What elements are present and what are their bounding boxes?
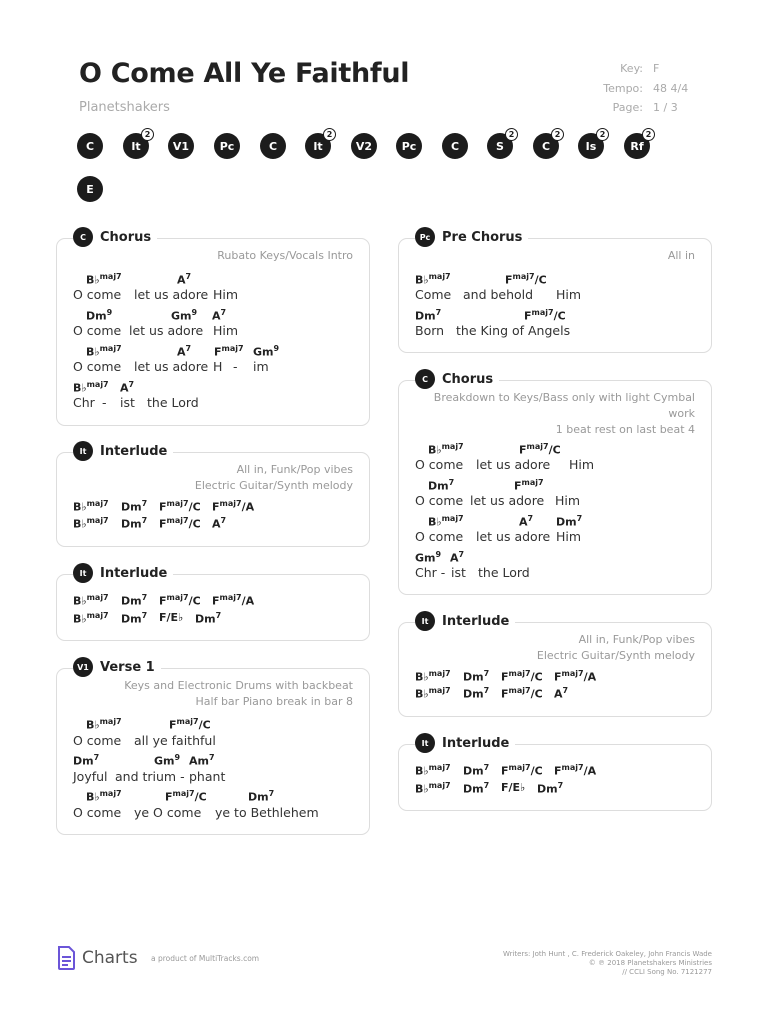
chord: $F^{maj7}/C$ — [524, 308, 566, 323]
nav-pre-chorus[interactable]: Pc — [214, 133, 240, 159]
nav-interlude[interactable]: It — [305, 133, 331, 159]
nav-pre-chorus[interactable]: Pc — [396, 133, 422, 159]
song-credits — [503, 950, 712, 977]
chord: $F^{maj7}/A$ — [554, 669, 597, 684]
lyric: Him — [556, 529, 582, 544]
lyric: Him — [213, 287, 239, 302]
nav-count-badge: 2 — [596, 128, 609, 141]
chord: Dm$^7$ — [121, 611, 148, 626]
chord: $F^{maj7}/C$ — [505, 272, 547, 287]
chord: Am$^7$ — [189, 753, 215, 768]
chord: $F^{maj7}$ — [514, 478, 544, 493]
lyric: ye to Bethlehem — [215, 805, 319, 820]
lyric: O come — [73, 805, 122, 820]
lyric: ist — [451, 565, 466, 580]
nav-chorus[interactable]: C — [533, 133, 559, 159]
section-icon: It — [73, 441, 93, 461]
lyric: O come — [415, 493, 464, 508]
chord: B♭$^{maj7}$ — [73, 499, 109, 514]
song-artist: Planetshakers — [79, 100, 170, 115]
chord: $A^7$ — [519, 514, 534, 529]
lyric: the King of Angels — [456, 323, 571, 338]
chord: F/E♭ — [501, 781, 526, 794]
key-value: F — [653, 62, 660, 75]
section-note: Rubato Keys/Vocals Intro — [217, 249, 353, 262]
chord: Gm$^9$ — [171, 308, 198, 323]
chord: Dm$^7$ — [463, 781, 490, 796]
chord: $A^7$ — [554, 686, 569, 701]
section-title: Pre Chorus — [442, 229, 523, 245]
lyric: im — [253, 359, 269, 374]
nav-count-badge: 2 — [141, 128, 154, 141]
key-label: Key: — [620, 62, 643, 75]
document-icon — [57, 946, 76, 970]
section-note: All in — [667, 249, 695, 262]
lyric: O come — [415, 529, 464, 544]
nav-count-badge: 2 — [551, 128, 564, 141]
chord: $F^{maj7}/C$ — [501, 686, 543, 701]
section-note: All in, Funk/Pop vibes Electric Guitar/Synth melody — [194, 463, 353, 492]
lyric: Chr — [73, 395, 95, 410]
chord: $F^{maj7}/C$ — [501, 763, 543, 778]
page-value: 1 / 3 — [653, 101, 678, 114]
chord: B♭$^{maj7}$ — [73, 516, 109, 531]
section-icon: It — [415, 611, 435, 631]
chord: B♭$^{maj7}$ — [86, 789, 122, 804]
chord: Dm$^7$ — [463, 686, 490, 701]
chord: B♭$^{maj7}$ — [428, 514, 464, 529]
chord: Gm$^9$ — [415, 550, 442, 565]
lyric: and behold — [463, 287, 534, 302]
chord: $A^7$ — [177, 272, 192, 287]
chord: F/E♭ — [159, 611, 184, 624]
chord: Dm$^7$ — [195, 611, 222, 626]
chord: Gm$^9$ — [154, 753, 181, 768]
chord: $F^{maj7}$ — [214, 344, 244, 359]
lyric: the Lord — [147, 395, 199, 410]
nav-rf[interactable]: Rf — [624, 133, 650, 159]
lyric: ist — [120, 395, 135, 410]
ccli-number: // CCLI Song No. 7121277 — [622, 968, 712, 976]
lyric: O come — [73, 733, 122, 748]
writers: Writers: Joth Hunt , C. Frederick Oakeley, John Francis Wade — [503, 950, 712, 958]
page-label: Page: — [612, 101, 643, 114]
lyric: let us adore — [129, 323, 204, 338]
chord: B♭$^{maj7}$ — [415, 781, 451, 796]
chord: B♭$^{maj7}$ — [86, 344, 122, 359]
chord: Dm$^7$ — [537, 781, 564, 796]
chord: B♭$^{maj7}$ — [415, 686, 451, 701]
nav-count-badge: 2 — [323, 128, 336, 141]
section-note: Breakdown to Keys/Bass only with light Cymbal work 1 beat rest on last beat 4 — [433, 391, 695, 436]
lyric: H — [213, 359, 223, 374]
chord: $F^{maj7}/A$ — [212, 499, 255, 514]
lyric: all ye faithful — [134, 733, 216, 748]
lyric: - — [102, 395, 107, 410]
lyric: Him — [556, 287, 582, 302]
section-icon: C — [73, 227, 93, 247]
lyric: Born — [415, 323, 445, 338]
lyric: let us adore — [134, 359, 209, 374]
section-title: Chorus — [100, 229, 152, 245]
nav-count-badge: 2 — [642, 128, 655, 141]
nav-ending[interactable]: E — [77, 176, 103, 202]
chord: B♭$^{maj7}$ — [415, 763, 451, 778]
lyric: phant — [189, 769, 226, 784]
section-icon: Pc — [415, 227, 435, 247]
song-title: O Come All Ye Faithful — [79, 58, 410, 89]
chord: Dm$^7$ — [121, 499, 148, 514]
section-title: Chorus — [442, 371, 494, 387]
section-title: Interlude — [442, 613, 510, 629]
section-title: Interlude — [100, 565, 168, 581]
chord: Dm$^7$ — [121, 593, 148, 608]
chord: B♭$^{maj7}$ — [86, 272, 122, 287]
lyric: the Lord — [478, 565, 530, 580]
section-title: Interlude — [100, 443, 168, 459]
chord: $F^{maj7}/C$ — [501, 669, 543, 684]
chord: $A^7$ — [212, 308, 227, 323]
section-note: All in, Funk/Pop vibes Electric Guitar/Synth melody — [536, 633, 695, 662]
tempo-value: 48 4/4 — [653, 81, 689, 95]
lyric: O come — [415, 457, 464, 472]
chord: $F^{maj7}/A$ — [212, 593, 255, 608]
section-nav — [0, 0, 768, 210]
chord: Dm$^7$ — [73, 753, 100, 768]
chord: $F^{maj7}/C$ — [159, 593, 201, 608]
section-title: Interlude — [442, 735, 510, 751]
chord: B♭$^{maj7}$ — [415, 669, 451, 684]
lyric: let us adore — [476, 457, 551, 472]
nav-verse-1[interactable]: V1 — [168, 133, 194, 159]
section-icon: C — [415, 369, 435, 389]
nav-verse-2[interactable]: V2 — [351, 133, 377, 159]
lyric: Joyful — [73, 769, 108, 784]
chord: Gm$^9$ — [253, 344, 280, 359]
chord: Dm$^7$ — [248, 789, 275, 804]
chord: Dm$^7$ — [415, 308, 442, 323]
lyric: let us adore — [134, 287, 209, 302]
chord: B♭$^{maj7}$ — [415, 272, 451, 287]
nav-chorus[interactable]: C — [442, 133, 468, 159]
nav-is[interactable]: Is — [578, 133, 604, 159]
lyric: Chr - — [415, 565, 446, 580]
lyric: Come — [415, 287, 452, 302]
lyric: - — [233, 359, 238, 374]
chord: $A^7$ — [212, 516, 227, 531]
chord: Dm$^9$ — [86, 308, 113, 323]
nav-chorus[interactable]: C — [77, 133, 103, 159]
lyric: let us adore — [476, 529, 551, 544]
nav-s[interactable]: S — [487, 133, 513, 159]
lyric: and trium - — [115, 769, 185, 784]
chord: $F^{maj7}/C$ — [169, 717, 211, 732]
chord: Dm$^7$ — [428, 478, 455, 493]
nav-count-badge: 2 — [505, 128, 518, 141]
section-icon: V1 — [73, 657, 93, 677]
section-icon: It — [73, 563, 93, 583]
chord: Dm$^7$ — [463, 669, 490, 684]
chord: Dm$^7$ — [556, 514, 583, 529]
chord: B♭$^{maj7}$ — [428, 442, 464, 457]
chord: B♭$^{maj7}$ — [73, 380, 109, 395]
chord: B♭$^{maj7}$ — [86, 717, 122, 732]
lyric: ye O come — [134, 805, 202, 820]
chord: $F^{maj7}/C$ — [165, 789, 207, 804]
chord: $A^7$ — [177, 344, 192, 359]
chord: $F^{maj7}/C$ — [159, 499, 201, 514]
product-credit: a product of MultiTracks.com — [151, 954, 260, 963]
chord: B♭$^{maj7}$ — [73, 611, 109, 626]
charts-logo[interactable] — [57, 946, 138, 970]
lyric: Him — [555, 493, 581, 508]
lyric: let us adore — [470, 493, 545, 508]
chord: $A^7$ — [120, 380, 135, 395]
lyric: O come — [73, 287, 122, 302]
chord: $F^{maj7}/C$ — [519, 442, 561, 457]
section-title: Verse 1 — [100, 659, 155, 675]
chord: Dm$^7$ — [463, 763, 490, 778]
chord: $A^7$ — [450, 550, 465, 565]
brand-name: Charts — [82, 948, 138, 968]
tempo-label: Tempo: — [603, 81, 643, 95]
chord: Dm$^7$ — [121, 516, 148, 531]
lyric: Him — [213, 323, 239, 338]
lyric: O come — [73, 323, 122, 338]
copyright: © ℗ 2018 Planetshakers Ministries — [588, 959, 712, 967]
nav-chorus[interactable]: C — [260, 133, 286, 159]
chord: B♭$^{maj7}$ — [73, 593, 109, 608]
chord: $F^{maj7}/C$ — [159, 516, 201, 531]
chord: $F^{maj7}/A$ — [554, 763, 597, 778]
lyric: Him — [569, 457, 595, 472]
nav-interlude[interactable]: It — [123, 133, 149, 159]
section-note: Keys and Electronic Drums with backbeat Half bar Piano break in bar 8 — [124, 679, 353, 708]
section-icon: It — [415, 733, 435, 753]
lyric: O come — [73, 359, 122, 374]
